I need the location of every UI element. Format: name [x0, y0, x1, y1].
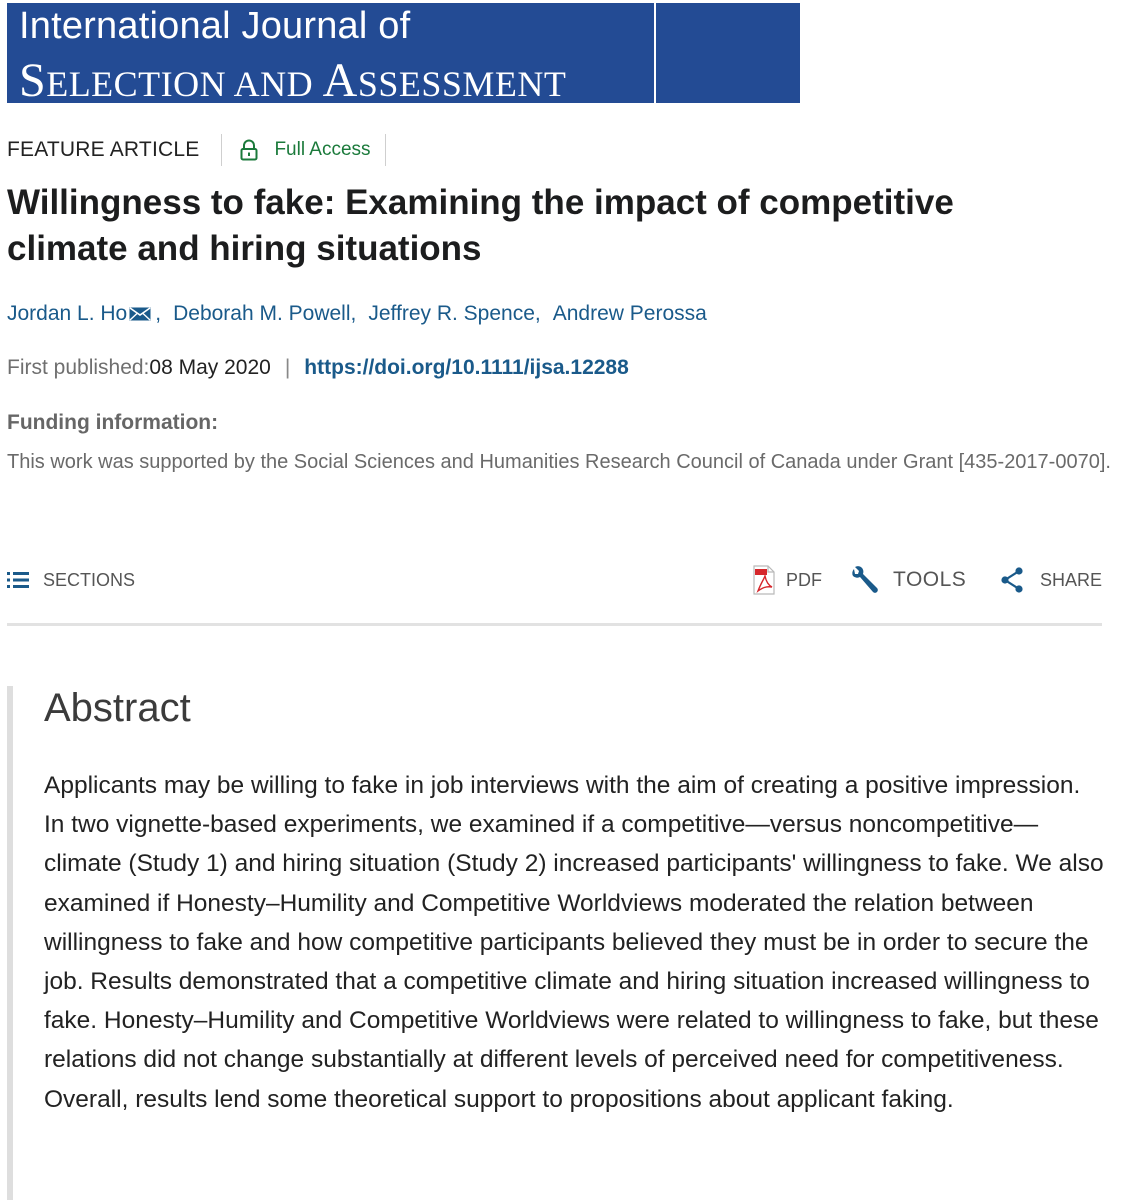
journal-name-line2 [19, 53, 566, 108]
author-link[interactable]: Deborah M. Powell [173, 302, 351, 325]
author-separator: , [534, 302, 541, 325]
lock-icon [240, 139, 258, 161]
journal-word-ssessment: SSESSMENT [357, 64, 567, 104]
tools-label: TOOLS [893, 568, 967, 591]
article-toolbar [7, 560, 1102, 600]
journal-banner[interactable] [7, 3, 800, 107]
author-separator: , [350, 302, 357, 325]
author-link[interactable]: Jordan L. Ho [7, 302, 128, 325]
first-published-label: First published: [7, 356, 150, 379]
wrench-icon [849, 565, 879, 595]
article-type-label: FEATURE ARTICLE [7, 138, 200, 161]
funding-text: This work was supported by the Social Sciences and Humanities Research Council of Canada under Grant [435-2017-0070]. [7, 451, 1111, 473]
abstract-text: Applicants may be willing to fake in job interviews with the aim of creating a positive impression. In two vignette-based experiments, we examined if a competitive—versus noncompetitive—climate (Study 1) and hiring situation (Study 2) increased participants' willingness to fake. We also examined if Honesty–Humility and Competitive Worldviews moderated the relation between willingness to fake and how competitive participants believed they must be in order to secure the job. Results demonstrated that a competitive climate and hiring situation increased willingness to fake. Honesty–Humility and Competitive Worldviews were related to willingness to fake, but these relations did not change substantially at different levels of perceived need for competitiveness. Overall, results lend some theoretical support to propositions about applicant faking. [44, 772, 1104, 1113]
list-icon [7, 572, 29, 588]
abstract-heading: Abstract [44, 686, 191, 730]
journal-word-election-and: ELECTION AND [46, 64, 323, 104]
publication-date: 08 May 2020 [149, 356, 271, 379]
email-icon[interactable] [129, 306, 151, 322]
meta-divider-end [385, 134, 386, 166]
toolbar-divider [7, 623, 1102, 626]
author-link[interactable]: Jeffrey R. Spence [368, 302, 535, 325]
sections-label: SECTIONS [43, 569, 136, 590]
pub-separator: | [284, 356, 291, 379]
journal-name-line1: International Journal of [19, 5, 411, 47]
share-icon [1000, 567, 1024, 593]
pdf-button[interactable] [752, 560, 822, 600]
journal-initial-a: A [322, 54, 358, 107]
funding-heading: Funding information: [7, 411, 219, 434]
pdf-label: PDF [786, 569, 822, 590]
access-badge: Full Access [274, 139, 371, 160]
share-label: SHARE [1040, 569, 1103, 590]
article-title: Willingness to fake: Examining the impact of competitive climate and hiring situations [7, 183, 954, 268]
doi-link[interactable]: https://doi.org/10.1111/ijsa.12288 [304, 356, 629, 379]
author-list [7, 302, 707, 326]
meta-divider [221, 134, 222, 166]
journal-initial-s: S [19, 54, 47, 107]
article-meta-row [7, 133, 386, 167]
publication-info [7, 356, 629, 380]
sections-button[interactable] [7, 560, 135, 600]
share-button[interactable] [1000, 560, 1102, 600]
author-separator: , [155, 302, 162, 325]
author-link[interactable]: Andrew Perossa [552, 302, 707, 325]
abstract-section [7, 686, 1142, 1200]
tools-button[interactable] [849, 560, 966, 600]
banner-divider [654, 3, 656, 103]
pdf-icon [752, 565, 776, 595]
